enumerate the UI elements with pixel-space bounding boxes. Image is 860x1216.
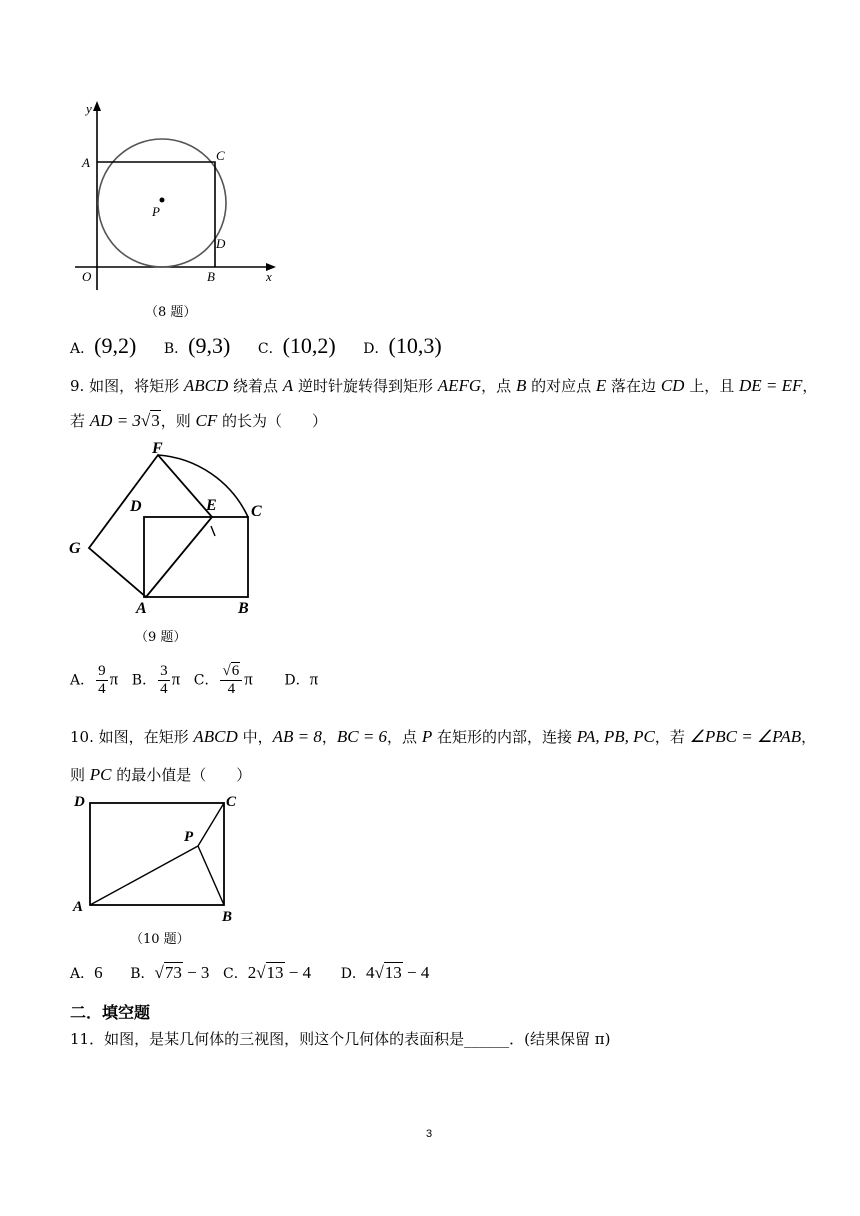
rectangle-abcd	[144, 517, 248, 597]
q10-stem-line1: 10. 如图，在矩形 ABCD 中，AB = 8，BC = 6，点 P 在矩形的内部，连接 PA, PB, PC，若 ∠PBC = ∠PAB，	[70, 727, 817, 746]
label-a: A	[73, 899, 84, 915]
label-b: B	[207, 269, 215, 284]
y-axis-arrow	[93, 101, 101, 111]
point-p	[160, 198, 165, 203]
label-c: C	[216, 148, 225, 163]
label-a: A	[82, 155, 90, 170]
label-c: C	[226, 794, 237, 810]
q10-stem-line2: 则 PC 的最小值是（ ）	[70, 765, 252, 784]
section-heading: 二．填空题	[70, 1003, 151, 1022]
label-a: A	[136, 600, 147, 617]
label-y: y	[86, 101, 92, 116]
q9-stem-line2: 若 AD = 3√3，则 CF 的长为（ ）	[70, 411, 328, 430]
label-p: P	[184, 829, 194, 845]
rectangle-abcd	[90, 803, 224, 905]
segment-pa	[90, 846, 198, 905]
label-p: P	[152, 204, 160, 219]
q9-stem-line1: 9. 如图，将矩形 ABCD 绕着点 A 逆时针旋转得到矩形 AEFG，点 B 的对应点 E 落在边 CD 上，且 DE = EF，	[70, 376, 818, 395]
circle-p	[98, 139, 226, 267]
label-f: F	[152, 440, 163, 457]
rectangle-aefg	[89, 455, 212, 597]
label-c: C	[251, 503, 262, 520]
label-d: D	[74, 794, 85, 810]
tick-mark	[211, 526, 215, 536]
q8-options: A．(9,2) B．(9,3) C．(10,2) D．(10,3)	[70, 333, 442, 358]
label-b: B	[222, 909, 233, 923]
label-x: x	[266, 269, 272, 284]
segment-pc	[198, 803, 224, 846]
q10-options: A．6 B．√73 − 3 C．2√13 − 4 D．4√13 − 4	[70, 963, 430, 982]
label-d: D	[130, 498, 142, 515]
q11-stem: 11．如图，是某几何体的三视图，则这个几何体的表面积是______．(结果保留 π)	[70, 1030, 611, 1048]
segment-pb	[198, 846, 224, 905]
q9-options: A． $\frac{9}{4}$ π B． $\frac{3}{4}$ π C． $\frac{√6}{4}$ π D．π	[70, 663, 319, 697]
label-d: D	[216, 236, 226, 251]
label-b: B	[238, 600, 249, 617]
label-e: E	[206, 497, 217, 514]
page-number: 3	[426, 1128, 433, 1140]
q10-caption: （10 题）	[130, 932, 190, 947]
q10-figure	[68, 788, 248, 923]
q9-figure	[64, 440, 284, 620]
label-o: O	[82, 269, 92, 284]
q8-caption: （8 题）	[145, 305, 197, 320]
q8-figure	[70, 95, 290, 295]
q9-caption: （9 题）	[135, 630, 187, 645]
label-g: G	[69, 540, 81, 557]
